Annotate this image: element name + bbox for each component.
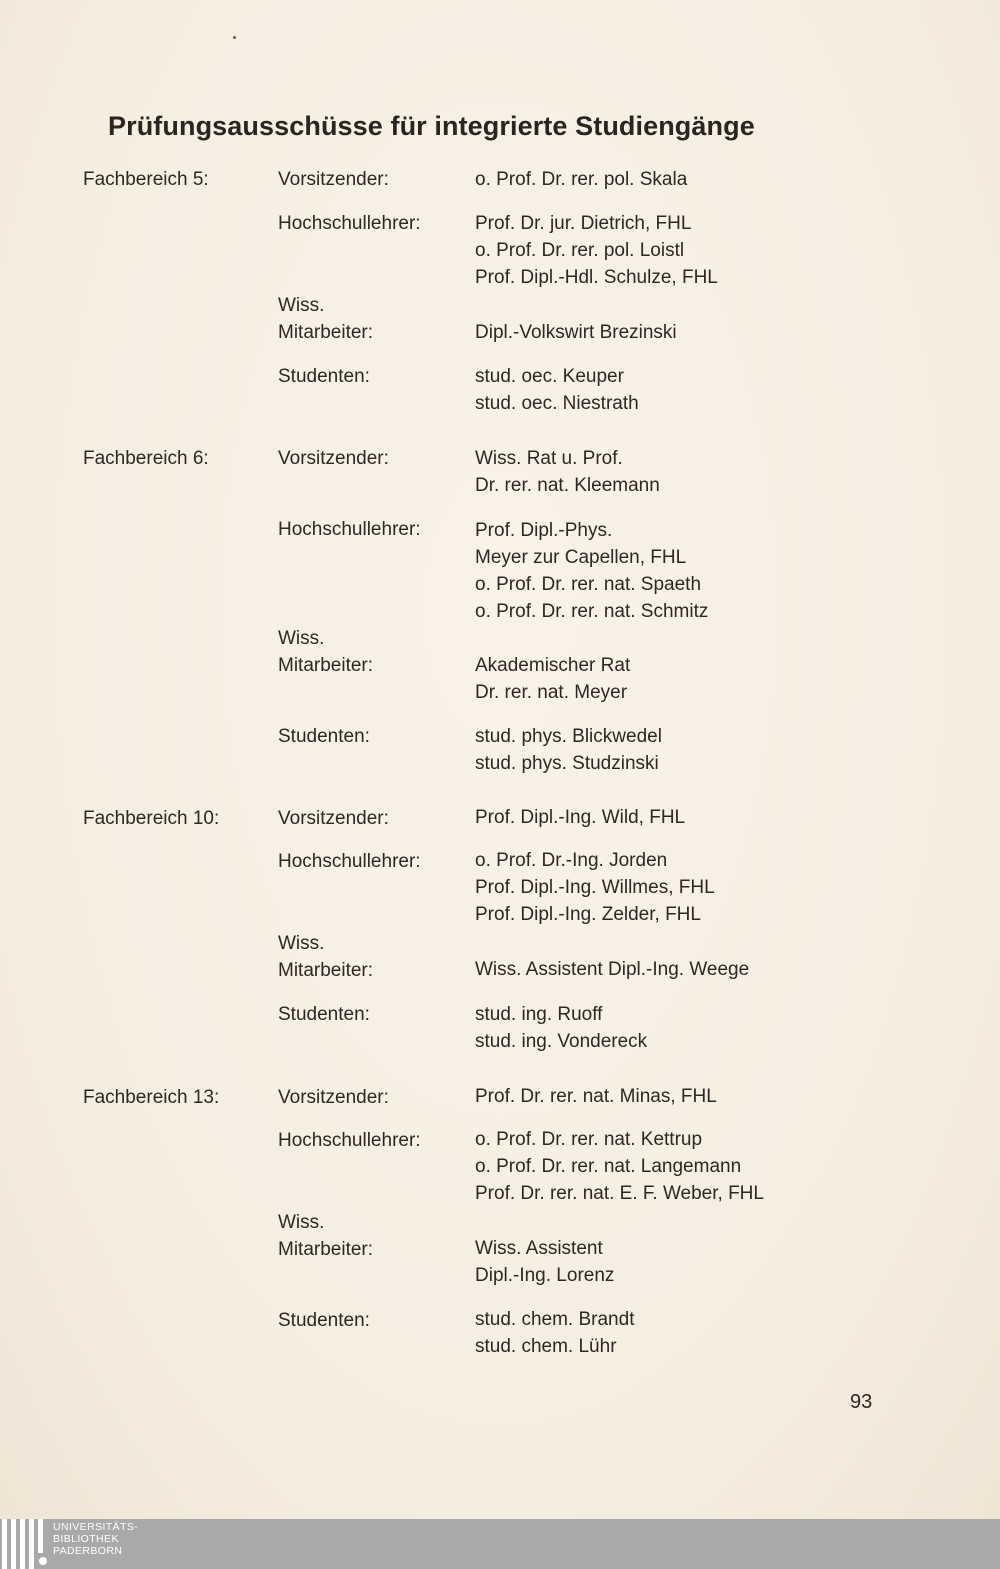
member-name: o. Prof. Dr. rer. pol. Loistl <box>475 240 685 261</box>
role-label: Studenten: <box>278 1004 370 1025</box>
member-name: o. Prof. Dr. rer. nat. Kettrup <box>475 1129 703 1150</box>
role-label: Hochschullehrer: <box>278 1130 421 1151</box>
role-label: Studenten: <box>278 366 370 387</box>
role-label: Mitarbeiter: <box>278 1239 374 1260</box>
member-name: Prof. Dipl.-Ing. Wild, FHL <box>475 807 686 828</box>
section-label: Fachbereich 13: <box>83 1087 220 1108</box>
member-name: Prof. Dr. rer. nat. Minas, FHL <box>475 1086 717 1107</box>
role-label: Mitarbeiter: <box>278 960 374 981</box>
library-logo-text: UNIVERSITÄTS- BIBLIOTHEK PADERBORN <box>53 1521 139 1557</box>
library-logo-icon <box>2 1519 48 1569</box>
role-label: Vorsitzender: <box>278 808 389 829</box>
role-label: Mitarbeiter: <box>278 655 374 676</box>
member-name: stud. chem. Brandt <box>475 1309 635 1330</box>
member-name: o. Prof. Dr.-Ing. Jorden <box>475 850 668 871</box>
role-label-line1: Wiss. <box>278 933 325 954</box>
member-name: o. Prof. Dr. rer. nat. Schmitz <box>475 601 709 622</box>
member-name: Prof. Dipl.-Ing. Willmes, FHL <box>475 877 715 898</box>
role-label: Hochschullehrer: <box>278 213 421 234</box>
member-name: Akademischer Rat <box>475 655 631 676</box>
role-label-line1: Wiss. <box>278 628 325 649</box>
member-name: Prof. Dipl.-Phys. <box>475 520 613 541</box>
member-name: Wiss. Rat u. Prof. <box>475 448 623 469</box>
role-label: Vorsitzender: <box>278 1087 389 1108</box>
role-label: Hochschullehrer: <box>278 851 421 872</box>
page-number: 93 <box>850 1391 873 1413</box>
section-label: Fachbereich 10: <box>83 808 220 829</box>
member-name: Prof. Dipl.-Hdl. Schulze, FHL <box>475 267 718 288</box>
member-name: stud. chem. Lühr <box>475 1336 617 1357</box>
role-label: Hochschullehrer: <box>278 519 421 540</box>
role-label: Mitarbeiter: <box>278 322 374 343</box>
section-label: Fachbereich 5: <box>83 169 209 190</box>
section-label: Fachbereich 6: <box>83 448 209 469</box>
member-name: stud. phys. Blickwedel <box>475 726 662 747</box>
member-name: stud. oec. Keuper <box>475 366 624 387</box>
member-name: Dipl.-Volkswirt Brezinski <box>475 322 677 343</box>
member-name: Dipl.-Ing. Lorenz <box>475 1265 615 1286</box>
page-title: Prüfungsausschüsse für integrierte Studiengänge <box>108 111 755 141</box>
member-name: Prof. Dr. jur. Dietrich, FHL <box>475 213 692 234</box>
role-label: Vorsitzender: <box>278 448 389 469</box>
member-name: Prof. Dr. rer. nat. E. F. Weber, FHL <box>475 1183 764 1204</box>
role-label-line1: Wiss. <box>278 1212 325 1233</box>
member-name: Dr. rer. nat. Meyer <box>475 682 628 703</box>
member-name: Prof. Dipl.-Ing. Zelder, FHL <box>475 904 701 925</box>
member-name: stud. phys. Studzinski <box>475 753 659 774</box>
member-name: o. Prof. Dr. rer. nat. Langemann <box>475 1156 742 1177</box>
member-name: stud. oec. Niestrath <box>475 393 639 414</box>
role-label: Vorsitzender: <box>278 169 389 190</box>
member-name: o. Prof. Dr. rer. pol. Skala <box>475 169 688 190</box>
member-name: Dr. rer. nat. Kleemann <box>475 475 660 496</box>
member-name: o. Prof. Dr. rer. nat. Spaeth <box>475 574 702 595</box>
member-name: Wiss. Assistent <box>475 1238 603 1259</box>
library-footer-bar <box>0 1519 1000 1569</box>
member-name: Wiss. Assistent Dipl.-Ing. Weege <box>475 959 750 980</box>
member-name: Meyer zur Capellen, FHL <box>475 547 687 568</box>
role-label: Studenten: <box>278 726 370 747</box>
paper-speck <box>233 36 236 39</box>
member-name: stud. ing. Ruoff <box>475 1004 603 1025</box>
role-label: Studenten: <box>278 1310 370 1331</box>
member-name: stud. ing. Vondereck <box>475 1031 648 1052</box>
role-label-line1: Wiss. <box>278 295 325 316</box>
